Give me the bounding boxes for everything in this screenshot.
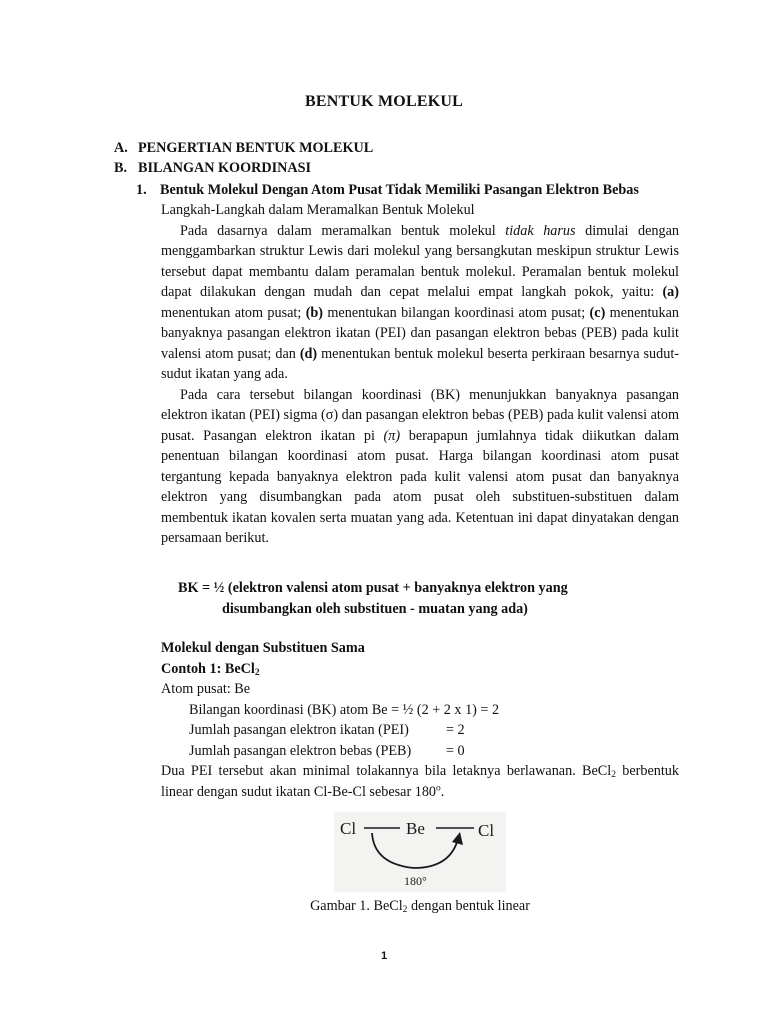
peb-line bbox=[161, 741, 679, 762]
section-b-heading bbox=[114, 158, 311, 179]
para1-text-b: dimulai dengan menggambarkan struktur Lewis dari molekul yang bersangkutan meskipun struktur Lewis tersebut dapat membantu dalam peramalan bentuk molekul. Peramalan bentuk molekul dapat dilakukan dengan mudah dan cepat melalui empat langkah pokok, yaitu: bbox=[161, 222, 679, 300]
para1-marker-b: (b) bbox=[305, 304, 324, 321]
subsection-text: Bentuk Molekul Dengan Atom Pusat Tidak Memiliki Pasangan Elektron Bebas bbox=[160, 182, 639, 198]
conclusion-text-b: berbentuk linear dengan sudut ikatan Cl-Be-Cl sebesar 180 bbox=[161, 763, 679, 800]
section-text: BILANGAN KOORDINASI bbox=[138, 160, 312, 176]
conclusion-paragraph bbox=[161, 761, 679, 802]
pei-line bbox=[161, 720, 679, 741]
section-a-heading bbox=[114, 138, 373, 159]
paragraph-1 bbox=[161, 221, 679, 385]
peb-value: = 0 bbox=[446, 742, 465, 759]
subsection-label: 1. bbox=[136, 182, 147, 198]
same-substituent-heading: Molekul dengan Substituen Sama bbox=[161, 640, 365, 656]
angle-label: 180° bbox=[404, 874, 427, 888]
pei-value: = 2 bbox=[446, 722, 465, 738]
atom-cl-left: Cl bbox=[340, 819, 357, 838]
central-atom: Atom pusat: Be bbox=[161, 681, 251, 697]
example-subscript: 2 bbox=[254, 667, 260, 678]
para1-marker-a: (a) bbox=[662, 284, 679, 300]
para1-italic: tidak harus bbox=[505, 222, 576, 239]
conclusion-text-c: . bbox=[440, 783, 445, 800]
pei-label: Jumlah pasangan elektron ikatan (PEI) bbox=[189, 722, 409, 738]
atom-be-center: Be bbox=[406, 819, 425, 838]
atom-cl-right: Cl bbox=[478, 821, 495, 840]
page-title: BENTUK MOLEKUL bbox=[305, 93, 463, 110]
para1-marker-d: (d) bbox=[299, 345, 318, 362]
formula-line-2: disumbangkan oleh substituen - muatan yang ada) bbox=[222, 600, 528, 617]
caption-text-b: dengan bentuk linear bbox=[407, 898, 530, 914]
caption-text-a: Gambar 1. BeCl bbox=[310, 898, 403, 914]
page-number: 1 bbox=[380, 950, 388, 962]
example-block bbox=[161, 638, 679, 802]
formula-line-1: BK = ½ (elektron valensi atom pusat + banyaknya elektron yang bbox=[178, 580, 568, 596]
peb-label: Jumlah pasangan elektron bebas (PEB) bbox=[189, 742, 412, 759]
conclusion-subscript: 2 bbox=[611, 770, 616, 780]
bk-formula bbox=[178, 578, 568, 619]
section-label: A. bbox=[114, 140, 128, 156]
example-heading bbox=[161, 659, 679, 680]
caption-subscript: 2 bbox=[402, 905, 408, 915]
para2-text-b: berapapun jumlahnya tidak diikutkan dalam penentuan bilangan koordinasi atom pusat. Harga bilangan koordinasi atom pusat tergantung kepada banyaknya elektron pada kulit valensi atom pusat dan banyaknya elektron yang disumbangkan pada atom pusat oleh substituen-substituen dalam membentuk ikatan kovalen serta muatan yang ada. Ketentuan ini dapat dinyatakan dengan persamaan berikut. bbox=[161, 427, 679, 546]
paragraph-2 bbox=[161, 385, 679, 549]
subsection-heading bbox=[136, 180, 639, 201]
example-label: Contoh 1: BeCl bbox=[161, 660, 255, 677]
para2-italic: (π) bbox=[383, 427, 401, 444]
conclusion-superscript: o bbox=[436, 782, 441, 793]
bk-calculation: Bilangan koordinasi (BK) atom Be = ½ (2 + 2 x 1) = 2 bbox=[189, 701, 500, 718]
para1-step-c: menentukan banyaknya pasangan elektron ikatan (PEI) dan pasangan elektron bebas (PEB) pada kulit valensi atom pusat; dan bbox=[161, 304, 679, 362]
para1-text-a: Pada dasarnya dalam meramalkan bentuk molekul bbox=[180, 222, 506, 239]
para1-step-d: menentukan bentuk molekul beserta perkiraan besarnya sudut-sudut ikatan yang ada. bbox=[161, 345, 679, 382]
figure-caption bbox=[0, 896, 768, 917]
intro-block bbox=[161, 200, 679, 549]
para1-step-b: menentukan bilangan koordinasi atom pusat; bbox=[323, 304, 590, 321]
section-label: B. bbox=[114, 160, 128, 176]
becl2-diagram bbox=[334, 812, 506, 892]
steps-heading: Langkah-Langkah dalam Meramalkan Bentuk Molekul bbox=[161, 202, 475, 218]
section-text: PENGERTIAN BENTUK MOLEKUL bbox=[138, 140, 374, 156]
para1-marker-c: (c) bbox=[589, 304, 606, 321]
becl2-linear-figure bbox=[334, 812, 506, 892]
para2-text-a: Pada cara tersebut bilangan koordinasi (BK) menunjukkan banyaknya pasangan elektron ikatan (PEI) sigma (σ) dan pasangan elektron bebas (PEB) pada kulit valensi atom pusat. Pasangan elektron ikatan pi bbox=[161, 386, 679, 444]
para1-step-a: menentukan atom pusat; bbox=[161, 304, 306, 321]
conclusion-text-a: Dua PEI tersebut akan minimal tolakannya bila letaknya berlawanan. BeCl bbox=[161, 763, 612, 779]
